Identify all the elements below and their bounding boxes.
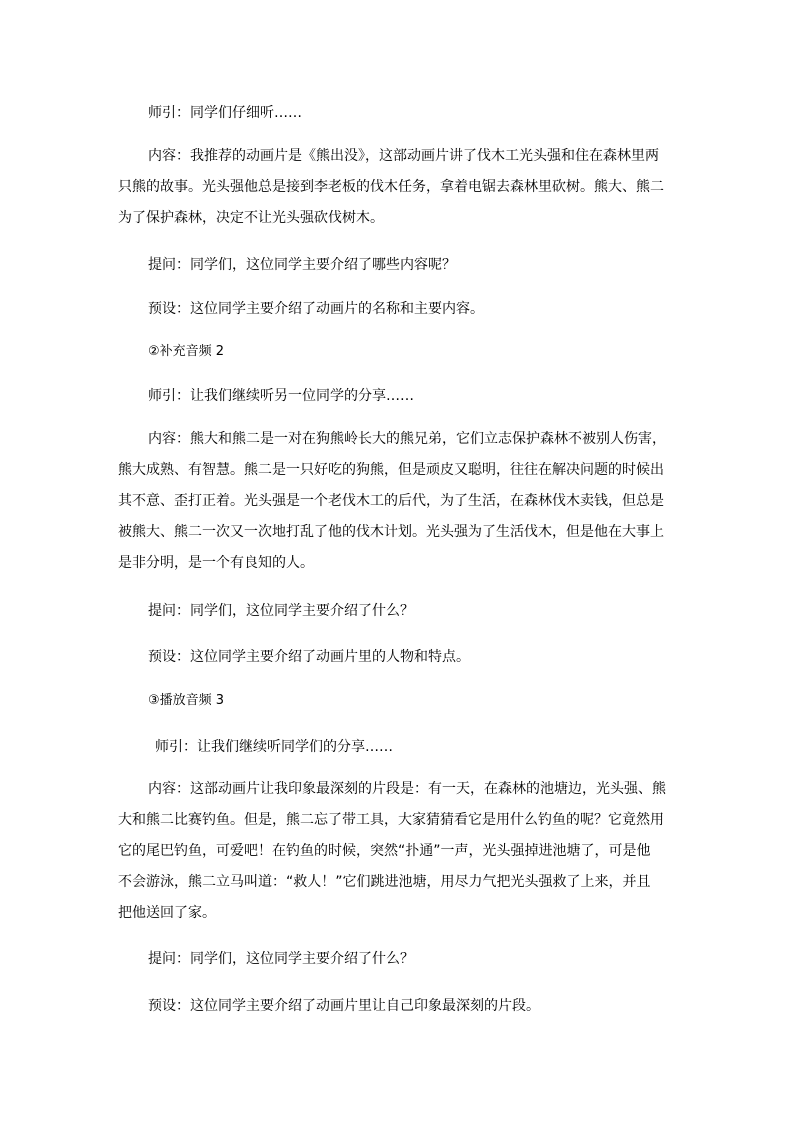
content-line: 是非分明，是一个有良知的人。 — [118, 555, 314, 571]
section-heading-2: ②补充音频 2 — [148, 344, 225, 359]
section-heading-3: ③播放音频 3 — [148, 693, 225, 708]
question-3: 提问：同学们，这位同学主要介绍了什么？ — [148, 951, 414, 967]
content-line: 只熊的故事。光头强他总是接到李老板的伐木任务，拿着电锯去森林里砍树。熊大、熊二 — [118, 179, 664, 195]
question-1: 提问：同学们，这位同学主要介绍了哪些内容呢？ — [148, 257, 456, 273]
content-paragraph-1 — [118, 141, 678, 234]
teacher-intro-3: 师引：让我们继续听同学们的分享…… — [155, 739, 393, 755]
content-line: 它的尾巴钓鱼，可爱吧！在钓鱼的时候，突然“扑通”一声，光头强掉进池塘了，可是他 — [118, 843, 651, 859]
content-line: 被熊大、熊二一次又一次地打乱了他的伐木计划。光头强为了生活伐木，但是他在大事上 — [118, 524, 664, 540]
content-line: 内容：这部动画片让我印象最深刻的片段是：有一天，在森林的池塘边，光头强、熊 — [148, 781, 666, 797]
preset-2: 预设：这位同学主要介绍了动画片里的人物和特点。 — [148, 649, 470, 665]
content-paragraph-2 — [118, 424, 678, 579]
content-line: 把他送回了家。 — [118, 905, 216, 921]
content-line: 熊大成熟、有智慧。熊二是一只好吃的狗熊，但是顽皮又聪明，往往在解决问题的时候出 — [118, 462, 664, 478]
content-line: 大和熊二比赛钓鱼。但是，熊二忘了带工具，大家猜猜看它是用什么钓鱼的呢？它竟然用 — [118, 812, 664, 828]
content-line: 其不意、歪打正着。光头强是一个老伐木工的后代，为了生活，在森林伐木卖钱，但总是 — [118, 493, 664, 509]
preset-3: 预设：这位同学主要介绍了动画片里让自己印象最深刻的片段。 — [148, 998, 540, 1014]
content-line: 内容：我推荐的动画片是《熊出没》，这部动画片讲了伐木工光头强和住在森林里两 — [148, 148, 659, 164]
teacher-intro-2: 师引：让我们继续听另一位同学的分享…… — [148, 388, 414, 404]
content-paragraph-3 — [118, 774, 678, 929]
content-line: 为了保护森林，决定不让光头强砍伐树木。 — [118, 210, 384, 226]
preset-1: 预设：这位同学主要介绍了动画片的名称和主要内容。 — [148, 301, 484, 317]
content-line: 不会游泳，熊二立马叫道：“救人！”它们跳进池塘，用尽力气把光头强救了上来，并且 — [118, 874, 651, 890]
content-line: 内容：熊大和熊二是一对在狗熊岭长大的熊兄弟，它们立志保护森林不被别人伤害， — [148, 431, 666, 447]
question-2: 提问：同学们，这位同学主要介绍了什么？ — [148, 603, 414, 619]
teacher-intro-1: 师引：同学们仔细听…… — [148, 105, 302, 121]
